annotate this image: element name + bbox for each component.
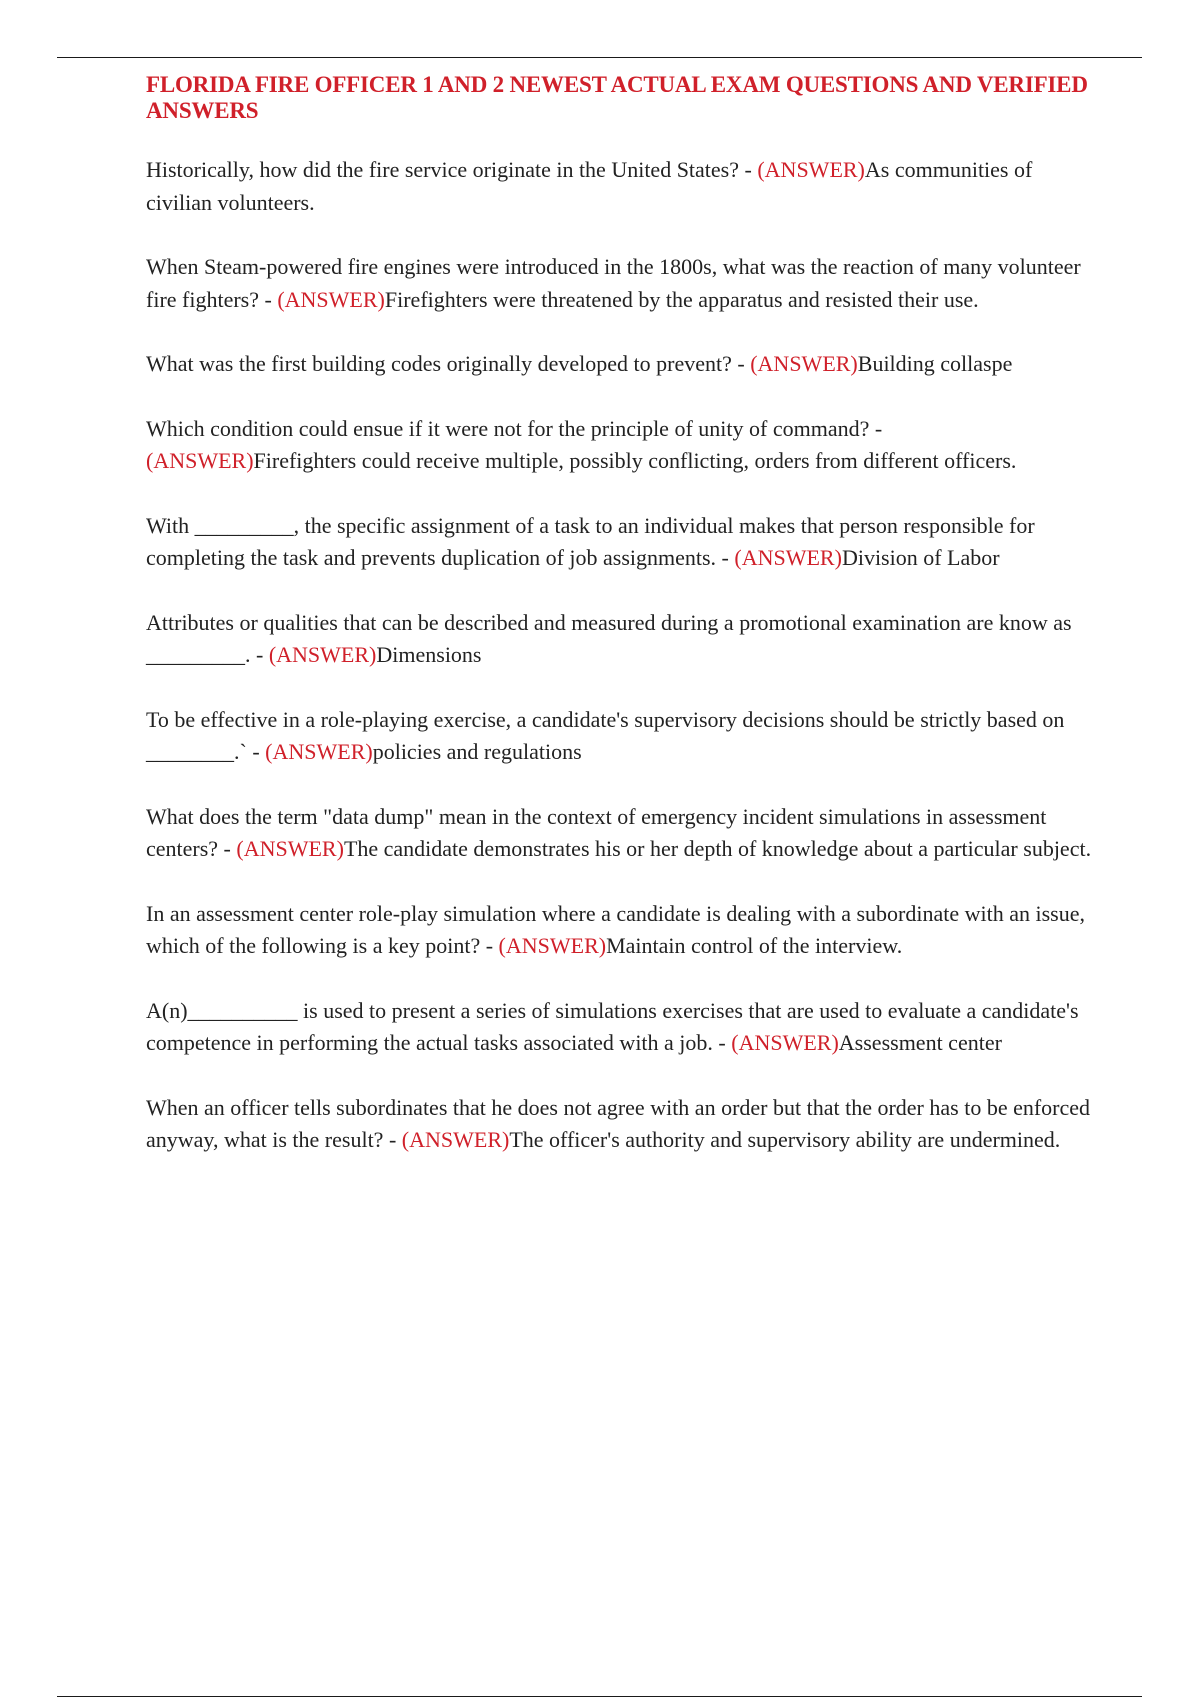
answer-text: Building collaspe	[857, 351, 1013, 376]
question-text: Historically, how did the fire service originate in the United States? -	[146, 157, 758, 182]
question-text: When an officer tells subordinates that he does not agree with an order but that the order has to be enforced anyway, what is the result? -	[146, 1094, 1091, 1152]
question-text: With _________, the specific assignment of a task to an individual makes that person responsible for completing the task and prevents duplication of job assignments. -	[146, 512, 1035, 570]
answer-tag: (ANSWER)	[731, 1030, 839, 1055]
qa-item-1	[146, 154, 1096, 219]
question-text: Attributes or qualities that can be described and measured during a promotional examination are know as _________. -	[146, 609, 1072, 667]
qa-item-2	[146, 251, 1096, 316]
question-text: When Steam-powered fire engines were introduced in the 1800s, what was the reaction of many volunteer fire fighters? -	[146, 254, 1081, 312]
qa-item-8	[146, 801, 1096, 866]
answer-tag: (ANSWER)	[750, 351, 858, 376]
answer-tag: (ANSWER)	[236, 836, 344, 861]
document-body	[146, 72, 1096, 1189]
answer-tag: (ANSWER)	[277, 286, 385, 312]
answer-tag: (ANSWER)	[498, 933, 607, 958]
answer-tag: (ANSWER)	[265, 739, 373, 764]
answer-tag: (ANSWER)	[401, 1127, 510, 1152]
answer-text: Firefighters could receive multiple, possibly conflicting, orders from different officers.	[253, 448, 1017, 473]
answer-tag: (ANSWER)	[757, 157, 865, 182]
answer-text: The officer's authority and supervisory ability are undermined.	[509, 1127, 1061, 1152]
answer-text: Dimensions	[376, 642, 482, 667]
answer-text: Division of Labor	[841, 545, 1000, 570]
qa-item-7	[146, 704, 1096, 769]
answer-text: As communities of civilian volunteers.	[146, 157, 1033, 215]
qa-item-10	[146, 995, 1096, 1060]
answer-tag: (ANSWER)	[268, 642, 377, 667]
question-text: A(n)__________ is used to present a series of simulations exercises that are used to evaluate a candidate's competence in performing the actual tasks associated with a job. -	[146, 997, 1079, 1055]
qa-item-11	[146, 1092, 1096, 1157]
qa-item-9	[146, 898, 1096, 963]
question-text: What was the first building codes originally developed to prevent? -	[146, 351, 751, 376]
qa-list	[146, 154, 1096, 1157]
qa-item-3	[146, 348, 1096, 381]
document-title: FLORIDA FIRE OFFICER 1 AND 2 NEWEST ACTUAL EXAM QUESTIONS AND VERIFIED ANSWERS	[146, 72, 1088, 123]
question-text: Which condition could ensue if it were not for the principle of unity of command? -	[146, 415, 883, 441]
answer-text: Maintain control of the interview.	[606, 933, 903, 958]
qa-item-6	[146, 607, 1096, 672]
answer-text: The candidate demonstrates his or her depth of knowledge about a particular subject.	[343, 836, 1092, 861]
answer-text: Firefighters were threatened by the apparatus and resisted their use.	[384, 286, 979, 312]
answer-text: policies and regulations	[372, 739, 582, 764]
question-text: What does the term "data dump" mean in the context of emergency incident simulations in assessment centers? -	[146, 803, 1047, 861]
question-text: In an assessment center role-play simulation where a candidate is dealing with a subordinate with an issue, which of the following is a key point? -	[146, 900, 1085, 958]
qa-item-5	[146, 510, 1096, 575]
answer-tag: (ANSWER)	[734, 545, 842, 570]
bottom-rule	[57, 1696, 1142, 1697]
question-text: To be effective in a role-playing exercise, a candidate's supervisory decisions should be strictly based on ________.` -	[146, 706, 1065, 764]
answer-text: Assessment center	[838, 1030, 1002, 1055]
answer-tag: (ANSWER)	[146, 448, 254, 473]
qa-item-4	[146, 413, 1096, 478]
top-rule	[57, 57, 1142, 58]
